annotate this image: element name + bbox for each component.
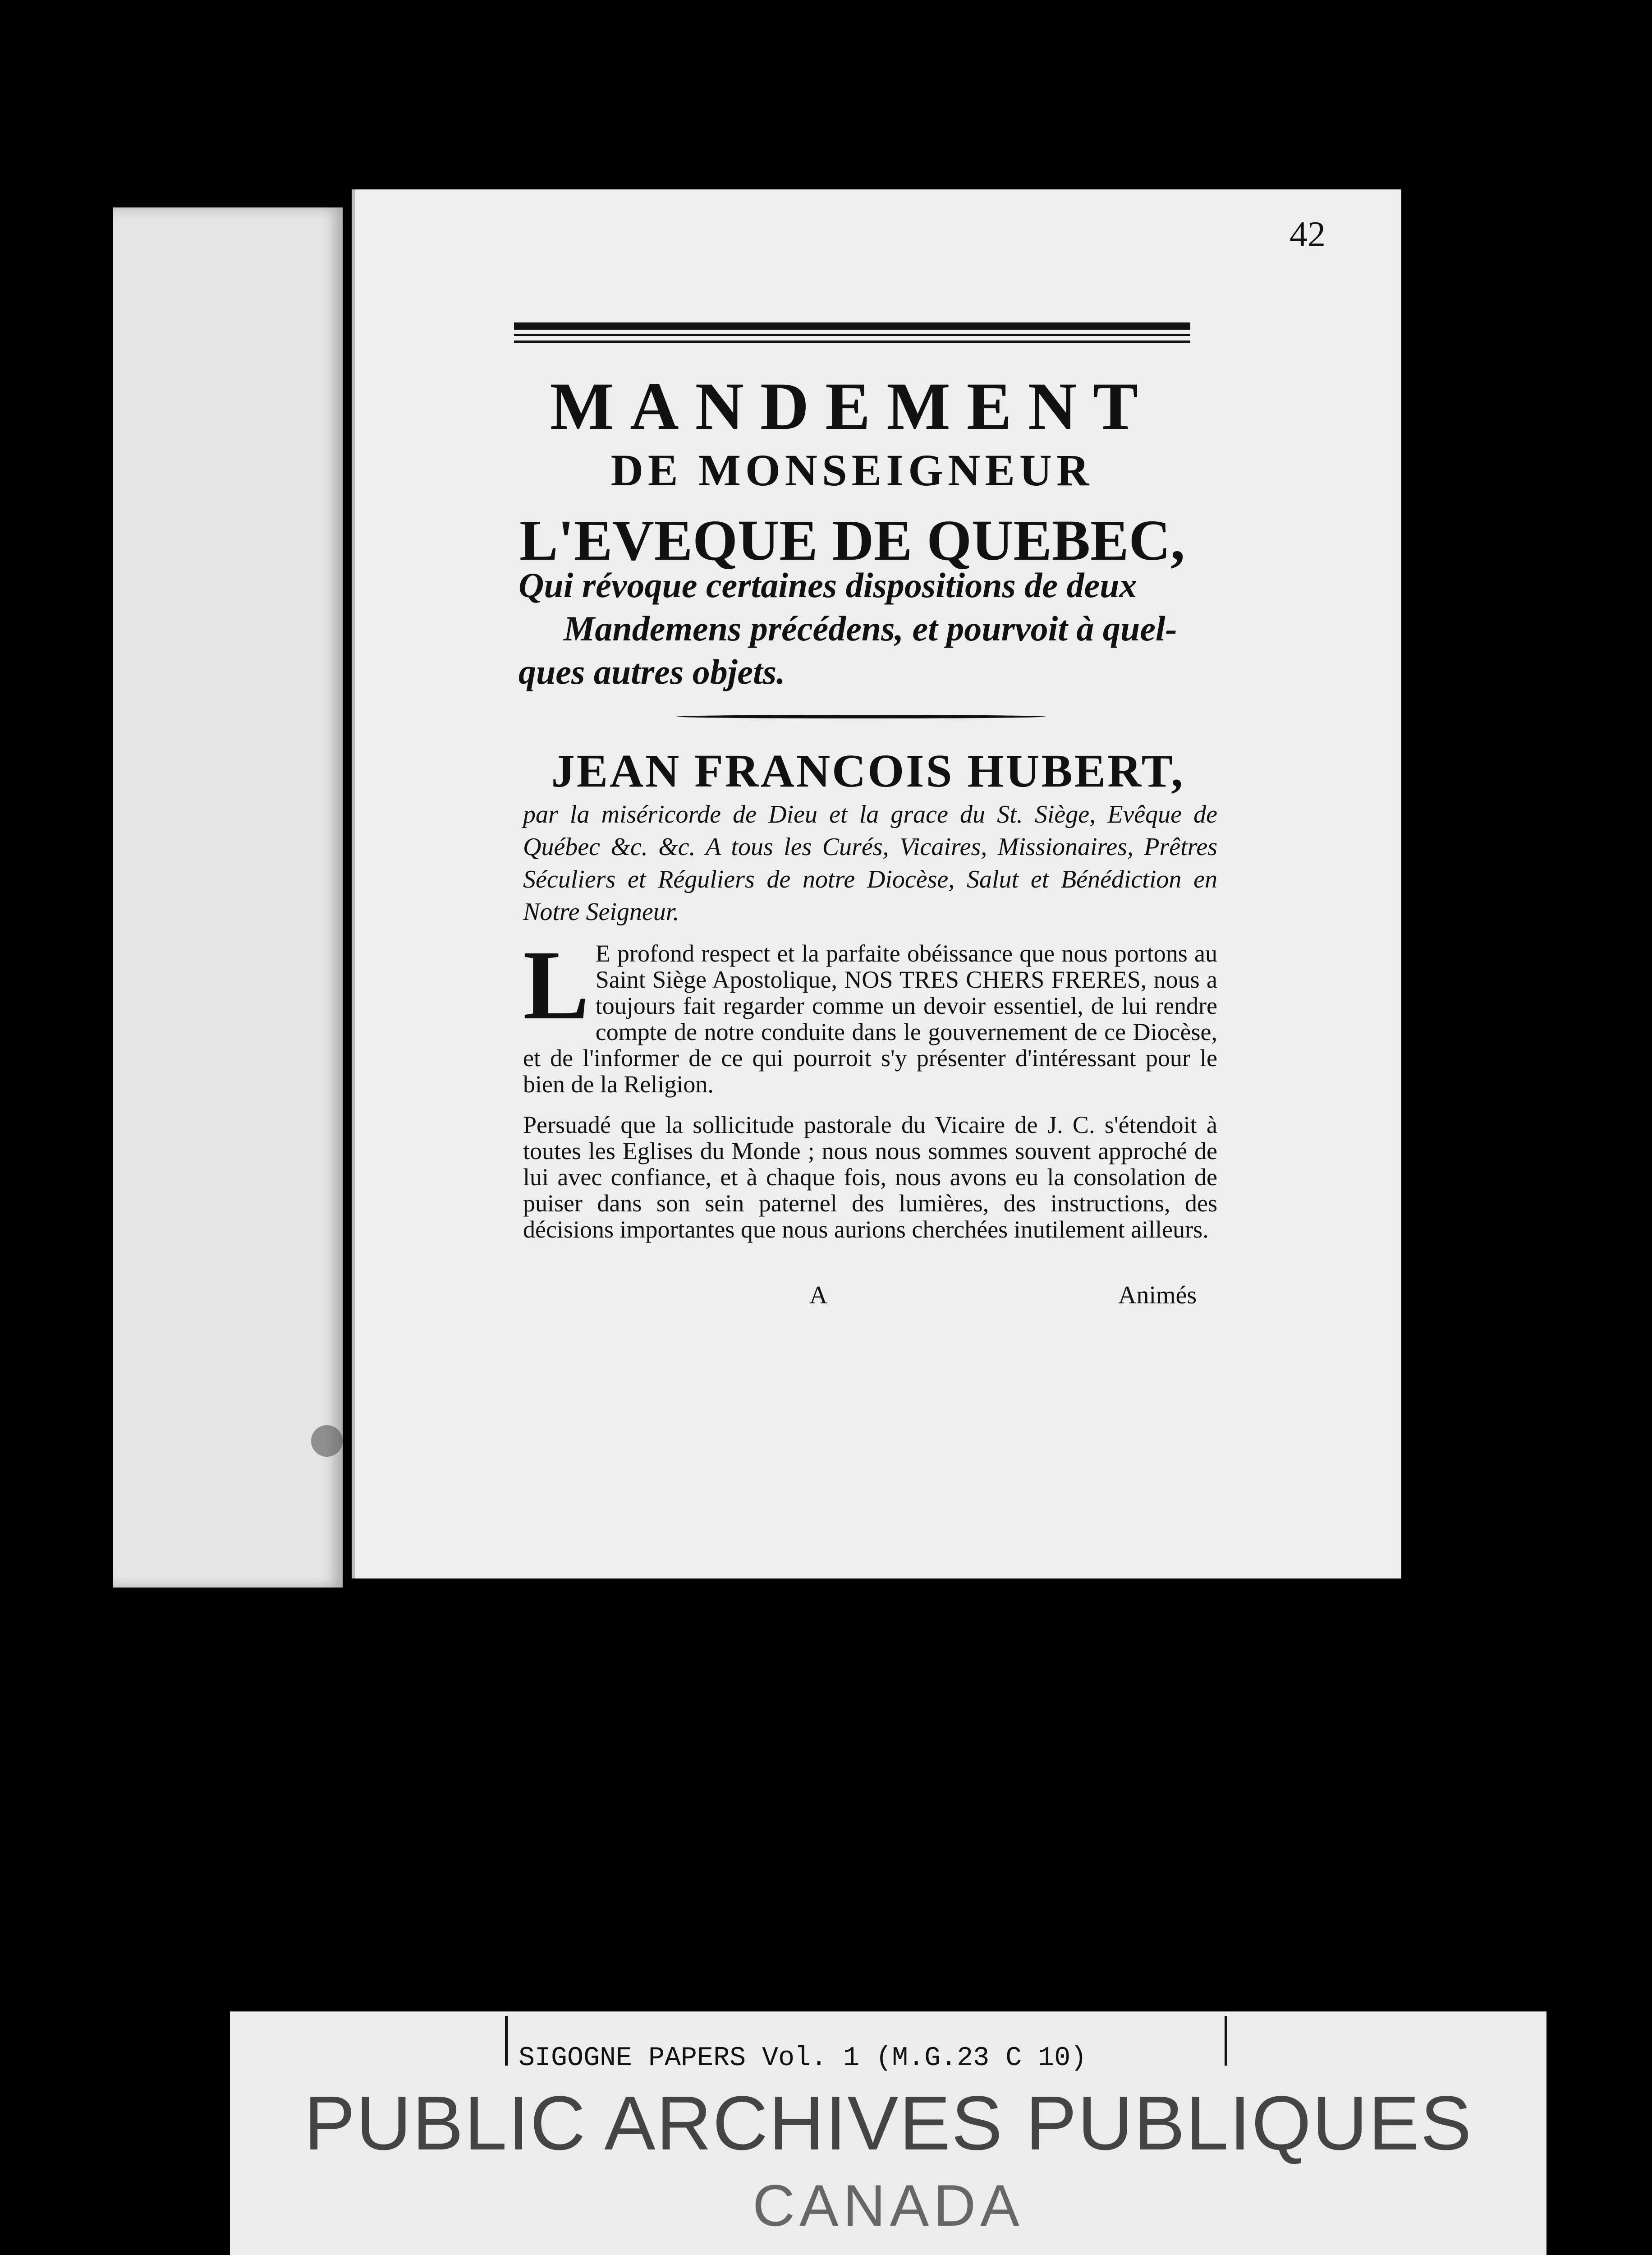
top-rule-thin-2 (514, 341, 1190, 343)
stain (311, 1425, 343, 1457)
ornamental-rule (676, 715, 1046, 718)
author-name: JEAN FRANCOIS HUBERT, (551, 745, 1185, 797)
paragraph-2: Persuadé que la sollicitude pastorale du Vicaire de J. C. s'étendoit à toutes les Eglises du Monde ; nous nous sommes souvent approché de lui avec confiance, et à chaque fois, nous avons eu la consolation de puiser dans son sein paternel des lumières, des instructions, des décisions importantes que nous aurions cherchées inutilement ailleurs. (523, 1111, 1217, 1243)
subtitle-line: Mandemens précédens, et pourvoit à quel- (564, 609, 1177, 648)
paragraph-1 (523, 930, 1217, 1098)
collection-reference: SIGOGNE PAPERS Vol. 1 (M.G.23 C 10) (519, 2043, 1087, 2074)
subtitle-line: Qui révoque certaines dispositions de deux (519, 566, 1137, 605)
title-mandement: MANDEMENT (550, 369, 1155, 444)
signature-mark: A (809, 1281, 828, 1309)
folded-leaf (113, 207, 343, 1588)
folio-number: 42 (1289, 215, 1326, 254)
subtitle-line: ques autres objets. (519, 652, 785, 691)
title-eveque: L'EVEQUE DE QUEBEC, (519, 508, 1185, 572)
paragraph-1-text: E profond respect et la parfaite obéissance que nous portons au Saint Siège Apostolique, NOS TRES CHERS FRERES, nous a toujours fait regarder comme un devoir essentiel, de lui rendre compte de notre conduite dans le gouvernement de ce Diocèse, et de l'informer de ce qui pourroit s'y présenter d'intéressant pour le bien de la Religion. (523, 940, 1217, 1098)
drop-cap: L (523, 930, 589, 1040)
title-monseigneur: DE MONSEIGNEUR (610, 445, 1094, 495)
top-rule-thin (514, 334, 1190, 336)
salutation: par la miséricorde de Dieu et la grace du St. Siège, Evêque de Québec &c. &c. A tous les Curés, Vicaires, Missionaires, Prêtres Séculiers et Réguliers de notre Diocèse, Salut et Bénédiction en Notre Seigneur. (523, 801, 1217, 926)
top-rule-thick (514, 322, 1190, 330)
institution-name: PUBLIC ARCHIVES PUBLIQUES (304, 2080, 1473, 2166)
catchword: Animés (1118, 1281, 1197, 1309)
subtitle (519, 564, 1217, 694)
country-name: CANADA (753, 2172, 1024, 2238)
